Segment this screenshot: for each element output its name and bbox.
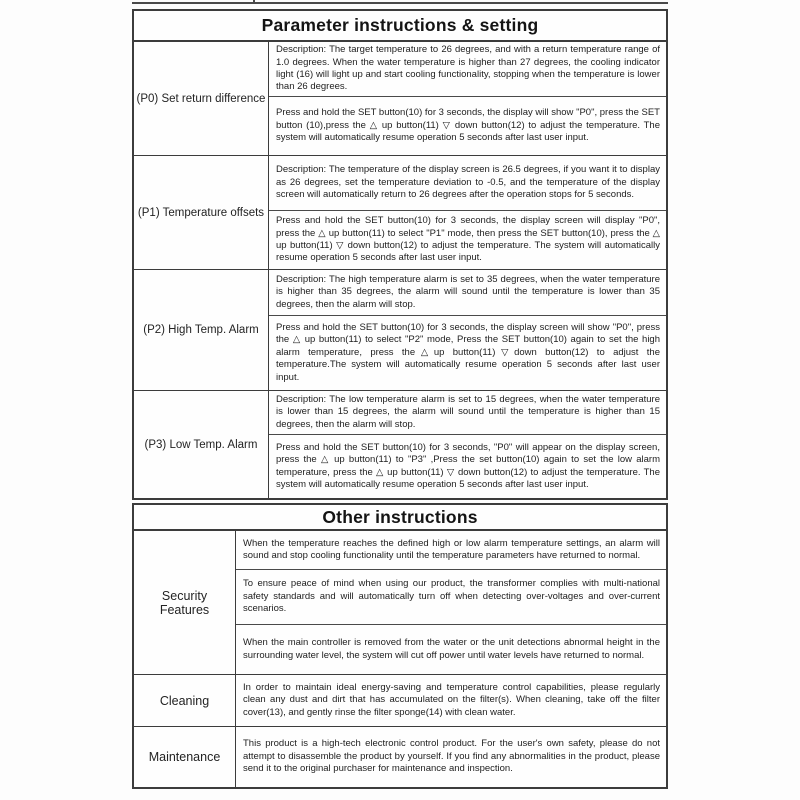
security-text-3: When the main controller is removed from the water or the unit detections abnormal height in the surrounding water level, the system will cut off power until water levels have returned to normal. xyxy=(243,637,660,661)
other-table-title: Other instructions xyxy=(134,505,666,531)
row-content-p1 xyxy=(269,156,666,269)
operation-text-p0: Press and hold the SET button(10) for 3 seconds, the display will show "P0", press the SET button (10),press the △ up button(11) ▽ down button(12) to adjust the temperature. The system will automatically resume operation 5 seconds after last user input. xyxy=(276,107,660,144)
row-label-cleaning: Cleaning xyxy=(134,675,236,726)
security-cell-1 xyxy=(236,531,666,570)
security-cell-3 xyxy=(236,625,666,674)
parameter-table-title: Parameter instructions & setting xyxy=(134,11,666,42)
description-cell-p0 xyxy=(269,42,666,97)
row-label-p3: (P3) Low Temp. Alarm xyxy=(134,391,269,498)
other-instructions-table xyxy=(132,503,668,789)
table-row-maintenance xyxy=(134,727,666,787)
description-cell-p1 xyxy=(269,156,666,211)
operation-cell-p2 xyxy=(269,316,666,390)
description-cell-p2 xyxy=(269,270,666,316)
operation-cell-p3 xyxy=(269,435,666,498)
table-row-p0 xyxy=(134,42,666,156)
table-row-cleaning xyxy=(134,675,666,727)
row-content-p0 xyxy=(269,42,666,155)
maintenance-cell xyxy=(236,727,666,787)
table-row-security xyxy=(134,531,666,675)
row-content-security xyxy=(236,531,666,674)
description-text-p3: Description: The low temperature alarm is set to 15 degrees, when the water temperature is lower than 15 degrees, the alarm will sound until the temperature is higher than 15 degrees, then the alarm will stop. xyxy=(276,393,660,430)
row-label-p1: (P1) Temperature offsets xyxy=(134,156,269,269)
security-cell-2 xyxy=(236,570,666,625)
cleaning-cell xyxy=(236,675,666,726)
row-content-maintenance xyxy=(236,727,666,787)
row-label-security: Security Features xyxy=(134,531,236,674)
maintenance-text: This product is a high-tech electronic control product. For the user's own safety, please do not attempt to disassemble the product by yourself. If you find any abnormalities in the product, please send it to the original purchaser for maintenance and inspection. xyxy=(243,738,660,775)
previous-table-fragment xyxy=(132,0,668,4)
description-text-p2: Description: The high temperature alarm is set to 35 degrees, when the water temperature is higher than 35 degrees, the alarm will sound until the temperature is lower than 35 degrees, then the alarm will stop. xyxy=(276,273,660,310)
table-row-p3 xyxy=(134,391,666,498)
description-text-p0: Description: The target temperature to 26 degrees, and with a return temperature range of 1.0 degrees. When the water temperature is higher than 27 degrees, the cooling indicator light (16) will light up and start cooling functionality, stopping when the temperature is lower than 26 degrees. xyxy=(276,44,660,93)
security-text-2: To ensure peace of mind when using our product, the transformer complies with multi-national safety standards and will automatically turn off when detecting over-voltages and over-current scenarios. xyxy=(243,578,660,615)
operation-text-p3: Press and hold the SET button(10) for 3 seconds, "P0" will appear on the display screen, press the △ up button(11) to "P3" ,Press the set button(10) again to set the low alarm temperature, press the △ up button(11) ▽ down button(12) to adjust the temperature. The system will automatically resume operation 5 seconds after last user input. xyxy=(276,441,660,490)
operation-cell-p1 xyxy=(269,211,666,269)
parameter-instructions-table xyxy=(132,9,668,500)
row-label-maintenance: Maintenance xyxy=(134,727,236,787)
row-content-p3 xyxy=(269,391,666,498)
cleaning-text: In order to maintain ideal energy-saving and temperature control capabilities, please regularly clean any dust and dirt that has accumulated on the filter(s). When cleaning, take off the filter cover(13), and gently rinse the filter sponge(14) with clean water. xyxy=(243,681,660,718)
operation-text-p2: Press and hold the SET button(10) for 3 seconds, the display screen will show "P0", press the △ up button(11) to select "P2" mode, Press the SET button(10) again to set the high alarm temperature, press the△up button(11)▽down button(12) to adjust the temperature.The system will automatically resume operation 5 seconds after last user input. xyxy=(276,321,660,383)
fragment-column-divider xyxy=(253,0,255,4)
operation-text-p1: Press and hold the SET button(10) for 3 seconds, the display screen will display "P0", press the △ up button(11) to select "P1" mode, then press the SET button(10), press the △ up button(11) ▽ down button(12) to adjust the temperature. The system will automatically resume operation 5 seconds after last user input. xyxy=(276,215,660,264)
row-content-p2 xyxy=(269,270,666,390)
operation-cell-p0 xyxy=(269,97,666,155)
row-label-p0: (P0) Set return difference xyxy=(134,42,269,155)
security-text-1: When the temperature reaches the defined high or low alarm temperature settings, an alarm will sound and stop cooling functionality until the temperature parameters have returned to normal. xyxy=(243,537,660,561)
row-label-p2: (P2) High Temp. Alarm xyxy=(134,270,269,390)
table-row-p2 xyxy=(134,270,666,391)
description-text-p1: Description: The temperature of the display screen is 26.5 degrees, if you want it to display as 26 degrees, set the temperature deviation to -0.5, and the temperature of the display screen will automatically return to 26 degrees after the operation stops for 5 seconds. xyxy=(276,164,660,201)
row-content-cleaning xyxy=(236,675,666,726)
table-row-p1 xyxy=(134,156,666,270)
description-cell-p3 xyxy=(269,391,666,435)
